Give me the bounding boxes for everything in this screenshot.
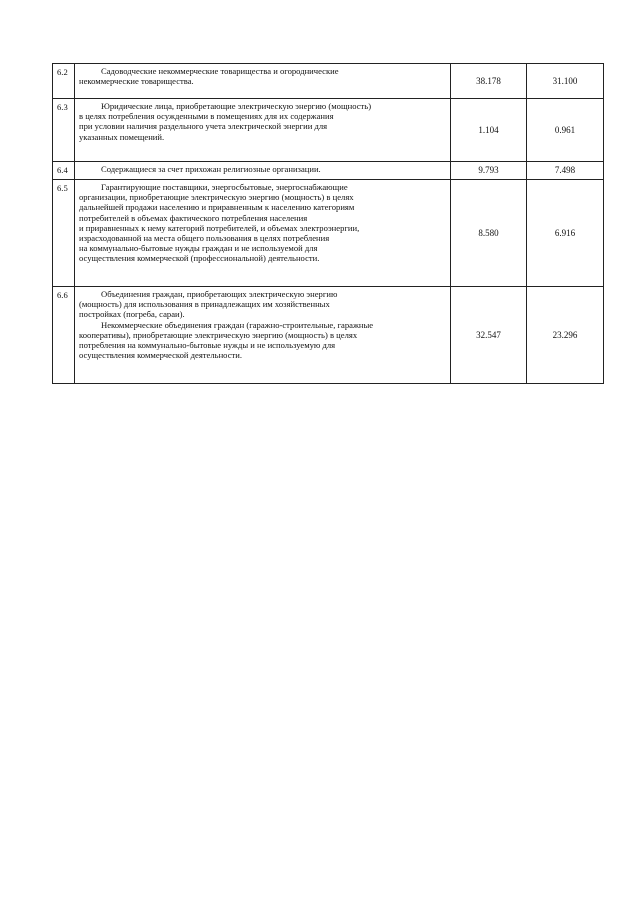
description-line: осуществления коммерческой (профессиональной) деятельности.	[79, 253, 320, 264]
description-line: (мощность) для использования в принадлежащих им хозяйственных	[79, 299, 330, 310]
description-line: в целях потребления осужденными в помещениях для их содержания	[79, 111, 334, 122]
description-line: организации, приобретающие электрическую энергию (мощность) в целях	[79, 192, 354, 203]
table-row	[53, 64, 604, 99]
row-description	[75, 99, 451, 162]
tariff-table	[52, 63, 604, 384]
row-description	[75, 287, 451, 384]
description-line: Юридические лица, приобретающие электрическую энергию (мощность)	[101, 101, 372, 111]
value-cell-1: 38.178	[451, 64, 527, 99]
description-line: Некоммерческие объединения граждан (гаражно-строительные, гаражные	[101, 319, 374, 330]
description-line: на коммунально-бытовые нужды граждан и не используемой для	[79, 243, 318, 254]
row-number: 6.4	[53, 162, 75, 180]
table-row	[53, 287, 604, 384]
description-line: Садоводческие некоммерческие товарищества и огороднические	[101, 66, 339, 76]
value-cell-1: 9.793	[451, 162, 527, 180]
description-line: дальнейшей продажи населению и приравненным к населению категориям	[79, 202, 355, 213]
description-line: осуществления коммерческой деятельности.	[79, 350, 243, 361]
row-description	[75, 180, 451, 287]
description-line: Содержащиеся за счет прихожан религиозные организации.	[101, 164, 321, 174]
value-cell-2: 0.961	[527, 99, 604, 162]
table-row	[53, 99, 604, 162]
value-cell-2: 6.916	[527, 180, 604, 287]
description-line: кооперативы), приобретающие электрическую энергию (мощность) в целях	[79, 329, 358, 340]
description-line: и приравненных к нему категорий потребителей, и объемах электроэнергии,	[79, 222, 360, 233]
table-row	[53, 180, 604, 287]
value-cell-1: 1.104	[451, 99, 527, 162]
row-number: 6.5	[53, 180, 75, 287]
value-cell-1: 32.547	[451, 287, 527, 384]
description-line: Объединения граждан, приобретающих электрическую энергию	[101, 289, 338, 299]
description-line: израсходованной на места общего пользования в целях потребления	[79, 233, 330, 244]
row-number: 6.3	[53, 99, 75, 162]
description-line: Гарантирующие поставщики, энергосбытовые, энергоснабжающие	[101, 182, 348, 192]
table-row	[53, 162, 604, 180]
description-line: указанных помещений.	[79, 131, 165, 142]
value-cell-2: 31.100	[527, 64, 604, 99]
description-line: некоммерческие товарищества.	[79, 76, 194, 87]
value-cell-2: 23.296	[527, 287, 604, 384]
row-description	[75, 64, 451, 99]
value-cell-2: 7.498	[527, 162, 604, 180]
row-number: 6.6	[53, 287, 75, 384]
description-line: постройках (погреба, сараи).	[79, 309, 185, 320]
row-number: 6.2	[53, 64, 75, 99]
description-line: при условии наличия раздельного учета электрической энергии для	[79, 121, 328, 132]
description-line: потребления на коммунально-бытовые нужды и не используемую для	[79, 340, 336, 351]
value-cell-1: 8.580	[451, 180, 527, 287]
description-line: потребителей в объемах фактического потребления населения	[79, 212, 308, 223]
row-description	[75, 162, 451, 180]
